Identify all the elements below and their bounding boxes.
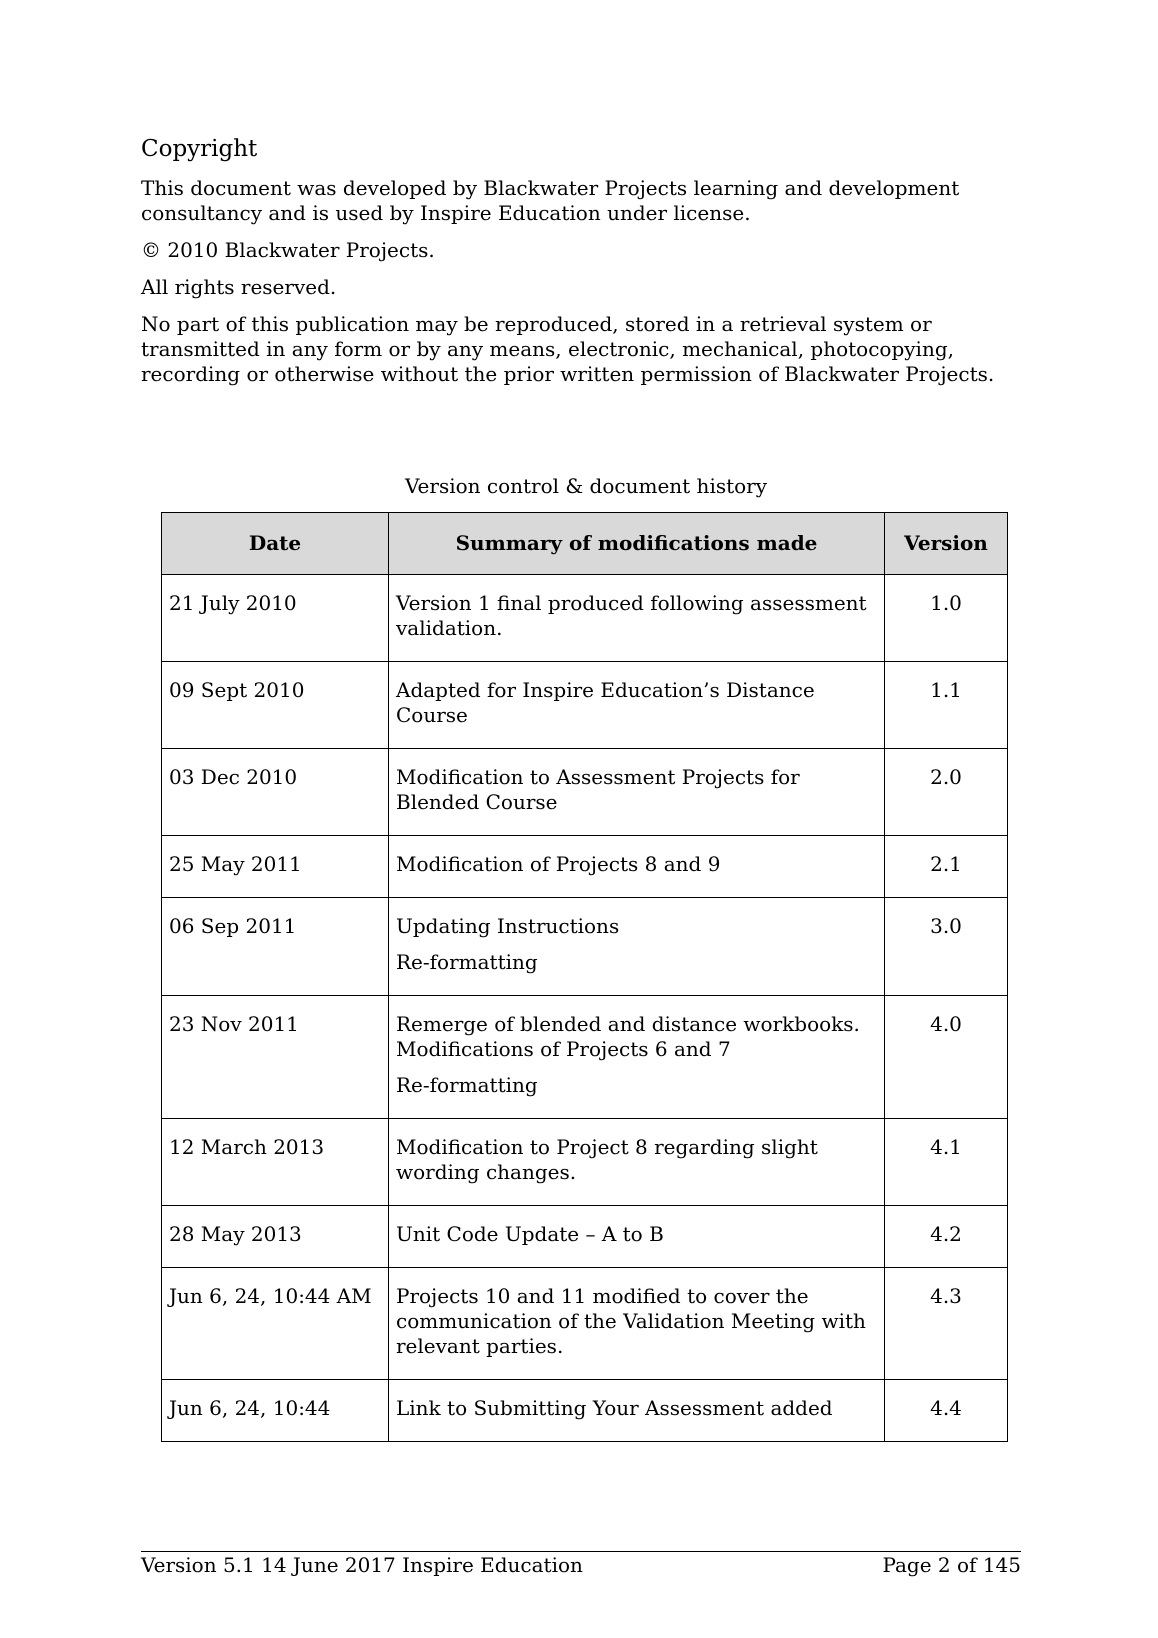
footer-page-number: Page 2 of 145 — [882, 1553, 1021, 1577]
summary-line: Modification to Assessment Projects for Blended Course — [396, 765, 800, 814]
cell-version: 4.0 — [885, 996, 1008, 1119]
copyright-paragraph-reproduction: No part of this publication may be reproduced, stored in a retrieval system or transmitted in any form or by any means, electronic, mechanical, photocopying, recording or otherwise without the prior written permission of Blackwater Projects. — [141, 311, 995, 386]
cell-summary — [389, 1380, 885, 1442]
cell-summary — [389, 575, 885, 662]
table-body — [162, 575, 1008, 1442]
version-history-table — [161, 512, 1008, 1442]
summary-line: Re-formatting — [396, 950, 538, 974]
table-row — [162, 836, 1008, 898]
copyright-paragraph-rights: All rights reserved. — [141, 274, 337, 299]
header-summary: Summary of modifications made — [389, 513, 885, 575]
table-row — [162, 898, 1008, 996]
table-row — [162, 1206, 1008, 1268]
table-row — [162, 662, 1008, 749]
cell-version: 2.1 — [885, 836, 1008, 898]
cell-date: 03 Dec 2010 — [162, 749, 389, 836]
cell-summary — [389, 1268, 885, 1380]
cell-summary — [389, 1206, 885, 1268]
table-row — [162, 1119, 1008, 1206]
cell-version: 1.1 — [885, 662, 1008, 749]
cell-date: Jun 6, 24, 10:44 — [162, 1380, 389, 1442]
table-row — [162, 1380, 1008, 1442]
cell-version: 3.0 — [885, 898, 1008, 996]
header-version: Version — [885, 513, 1008, 575]
summary-line: Adapted for Inspire Education’s Distance Course — [396, 678, 815, 727]
footer-version-info: Version 5.1 14 June 2017 Inspire Education — [141, 1553, 583, 1577]
summary-line: Link to Submitting Your Assessment added — [396, 1396, 833, 1420]
summary-line: Updating Instructions — [396, 914, 620, 938]
table-row — [162, 1268, 1008, 1380]
page-footer — [141, 1551, 1021, 1578]
cell-summary — [389, 662, 885, 749]
cell-version: 4.3 — [885, 1268, 1008, 1380]
cell-summary — [389, 898, 885, 996]
table-caption: Version control & document history — [404, 474, 768, 498]
summary-line: Version 1 final produced following assessment validation. — [396, 591, 867, 640]
cell-version: 4.2 — [885, 1206, 1008, 1268]
cell-date: 28 May 2013 — [162, 1206, 389, 1268]
table-header-row — [162, 513, 1008, 575]
cell-date: 12 March 2013 — [162, 1119, 389, 1206]
cell-summary — [389, 749, 885, 836]
header-date: Date — [162, 513, 389, 575]
table-row — [162, 996, 1008, 1119]
cell-summary — [389, 836, 885, 898]
cell-summary — [389, 996, 885, 1119]
copyright-section — [141, 136, 1031, 399]
summary-line: Projects 10 and 11 modified to cover the communication of the Validation Meeting with relevant parties. — [396, 1284, 866, 1358]
summary-line: Unit Code Update – A to B — [396, 1222, 664, 1246]
copyright-paragraph-notice: © 2010 Blackwater Projects. — [141, 237, 435, 262]
cell-version: 1.0 — [885, 575, 1008, 662]
summary-line: Remerge of blended and distance workbooks. Modifications of Projects 6 and 7 — [396, 1012, 860, 1061]
copyright-paragraph-development: This document was developed by Blackwater Projects learning and development consultancy and is used by Inspire Education under license. — [141, 175, 960, 225]
cell-date: 21 July 2010 — [162, 575, 389, 662]
cell-date: 09 Sept 2010 — [162, 662, 389, 749]
table-row — [162, 749, 1008, 836]
cell-date: Jun 6, 24, 10:44 AM — [162, 1268, 389, 1380]
cell-version: 4.4 — [885, 1380, 1008, 1442]
cell-version: 4.1 — [885, 1119, 1008, 1206]
table-row — [162, 575, 1008, 662]
summary-line: Modification to Project 8 regarding slight wording changes. — [396, 1135, 818, 1184]
cell-summary — [389, 1119, 885, 1206]
cell-version: 2.0 — [885, 749, 1008, 836]
copyright-heading: Copyright — [141, 136, 258, 162]
summary-line: Re-formatting — [396, 1073, 538, 1097]
cell-date: 23 Nov 2011 — [162, 996, 389, 1119]
cell-date: 25 May 2011 — [162, 836, 389, 898]
summary-line: Modification of Projects 8 and 9 — [396, 852, 721, 876]
cell-date: 06 Sep 2011 — [162, 898, 389, 996]
